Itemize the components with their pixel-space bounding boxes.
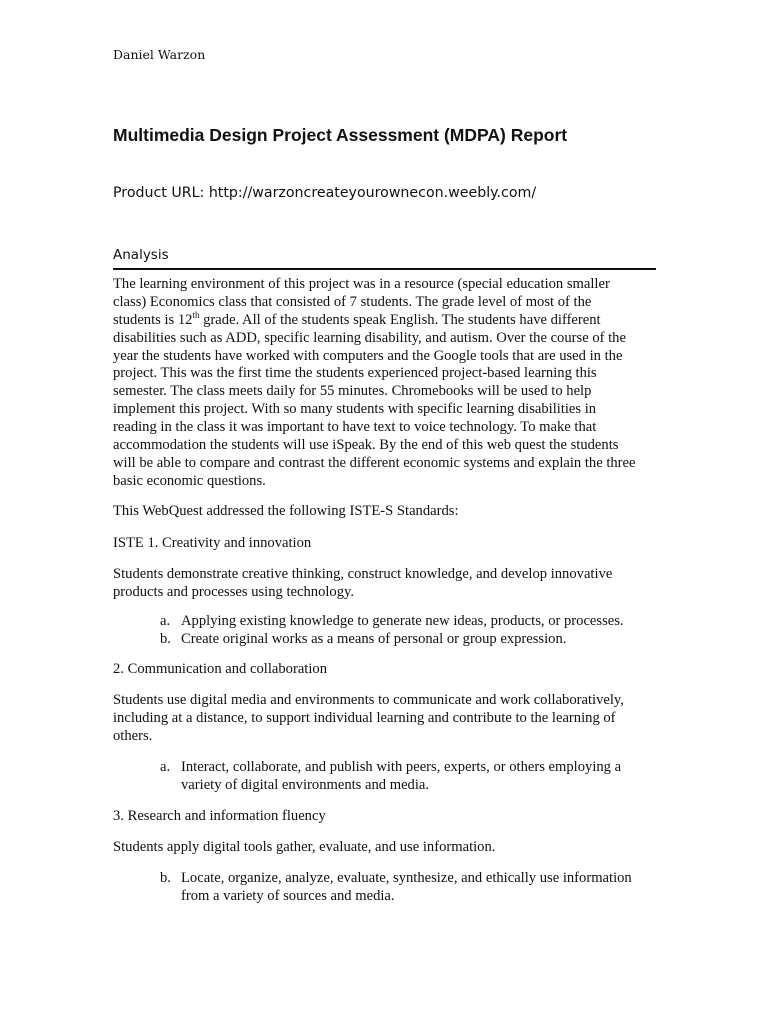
line: year the students have worked with computers and the Google tools that are used in the xyxy=(113,347,623,364)
line-part: grade. All of the students speak English. The students have different xyxy=(199,311,601,328)
author-name: Daniel Warzon xyxy=(113,47,206,62)
line: implement this project. With so many students with specific learning disabilities in xyxy=(113,401,597,418)
list-text: Applying existing knowledge to generate new ideas, products, or processes. xyxy=(181,613,624,629)
iste1-description xyxy=(113,566,612,602)
line: Students use digital media and environments to communicate and work collaboratively, xyxy=(113,692,624,708)
document-title: Multimedia Design Project Assessment (MDPA) Report xyxy=(113,125,568,145)
list-text: Locate, organize, analyze, evaluate, synthesize, and ethically use information xyxy=(181,870,632,886)
list-text: from a variety of sources and media. xyxy=(181,887,395,904)
iste1-item-a xyxy=(160,613,624,649)
iste3-description: Students apply digital tools gather, evaluate, and use information. xyxy=(113,839,496,855)
line: accommodation the students will use iSpeak. By the end of this web quest the students xyxy=(113,437,619,454)
superscript: th xyxy=(192,309,200,320)
line-part: students is 12 xyxy=(113,311,193,328)
line: project. This was the first time the students experienced project-based learning this xyxy=(113,365,597,382)
list-text: Interact, collaborate, and publish with peers, experts, or others employing a xyxy=(181,759,622,775)
list-marker: b. xyxy=(160,870,171,886)
line: reading in the class it was important to have text to voice technology. To make that xyxy=(113,419,597,436)
iste3-item-b xyxy=(160,870,632,906)
heading-rule xyxy=(113,268,656,270)
line: products and processes using technology. xyxy=(113,583,355,600)
iste3-heading: 3. Research and information fluency xyxy=(113,808,326,824)
iste2-description xyxy=(113,692,624,746)
analysis-paragraph xyxy=(113,276,636,491)
line: including at a distance, to support individual learning and contribute to the learning of xyxy=(113,709,616,726)
line: disabilities such as ADD, specific learning disability, and autism. Over the course of the xyxy=(113,329,626,346)
line: class) Economics class that consisted of 7 students. The grade level of most of the xyxy=(113,293,592,310)
product-url: Product URL: http://warzoncreateyourownecon.weebly.com/ xyxy=(113,185,537,201)
line: basic economic questions. xyxy=(113,472,266,489)
line: Students demonstrate creative thinking, construct knowledge, and develop innovative xyxy=(113,566,613,582)
list-text: Create original works as a means of personal or group expression. xyxy=(181,630,567,647)
analysis-heading: Analysis xyxy=(113,247,169,263)
iste1-heading: ISTE 1. Creativity and innovation xyxy=(113,535,312,551)
line: The learning environment of this project was in a resource (special education smaller xyxy=(113,276,610,292)
list-text: variety of digital environments and media. xyxy=(181,776,430,793)
line: will be able to compare and contrast the different economic systems and explain the three xyxy=(113,454,636,471)
iste2-item-a xyxy=(160,759,621,795)
line: others. xyxy=(113,727,153,744)
line: semester. The class meets daily for 55 minutes. Chromebooks will be used to help xyxy=(113,383,592,400)
list-marker: b. xyxy=(160,630,171,647)
list-marker: a. xyxy=(160,613,171,629)
standards-intro: This WebQuest addressed the following ISTE-S Standards: xyxy=(113,503,459,519)
list-marker: a. xyxy=(160,759,171,775)
line xyxy=(113,309,636,330)
iste2-heading: 2. Communication and collaboration xyxy=(113,661,327,677)
